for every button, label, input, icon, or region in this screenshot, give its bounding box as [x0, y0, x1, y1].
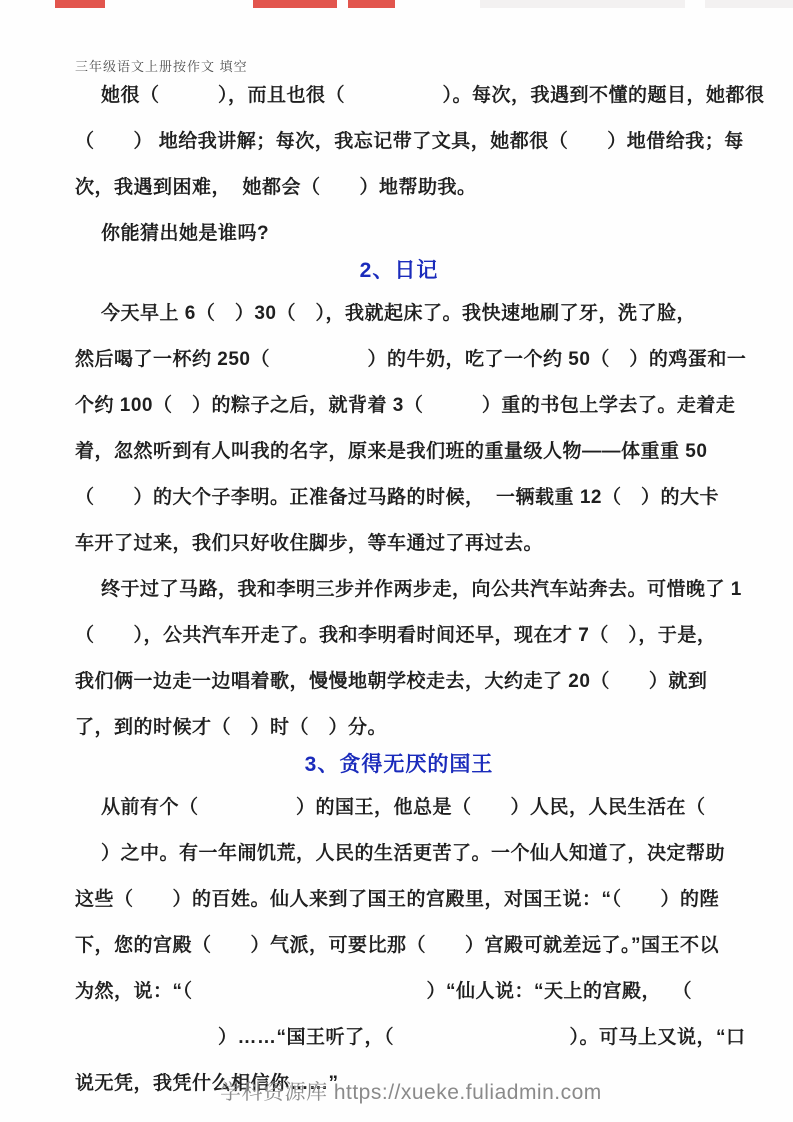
text-line: 今天早上 6（ ）30（ ），我就起床了。我快速地刷了牙，洗了脸， — [101, 302, 696, 324]
section-heading: 3、贪得无厌的国王 — [304, 753, 494, 776]
text-line: 个约 100（ ）的粽子之后，就背着 3（ ）重的书包上学去了。走着走 — [75, 394, 736, 416]
text-line: 终于过了马路，我和李明三步并作两步走，向公共汽车站奔去。可惜晚了 1 — [101, 578, 742, 600]
top-edge-red-mark — [55, 0, 105, 8]
text-line: ）之中。有一年闹饥荒，人民的生活更苦了。一个仙人知道了，决定帮助 — [101, 842, 726, 864]
text-line: ）……“国王听了，（ ）。可马上又说，“口 — [101, 1026, 746, 1048]
text-line: 从前有个（ ）的国王，他总是（ ）人民，人民生活在（ — [101, 796, 706, 818]
top-edge-gray-bar — [480, 0, 685, 8]
text-line: （ ）的大个子李明。正准备过马路的时候， 一辆载重 12（ ）的大卡 — [75, 486, 719, 508]
top-edge-gray-bar — [705, 0, 793, 8]
section-heading: 2、日记 — [359, 259, 439, 282]
text-line: 下，您的宫殿（ ）气派，可要比那（ ）宫殿可就差远了。”国王不以 — [75, 934, 720, 956]
text-line: 车开了过来，我们只好收住脚步，等车通过了再过去。 — [75, 532, 544, 554]
text-line: （ ），公共汽车开走了。我和李明看时间还早，现在才 7（ ），于是， — [75, 624, 717, 646]
text-line: 这些（ ）的百姓。仙人来到了国王的宫殿里，对国王说：“（ ）的陛 — [75, 888, 720, 910]
watermark-text: 学科资源库 https://xueke.fuliadmin.com — [220, 1081, 602, 1104]
text-line: 你能猜出她是谁吗? — [101, 222, 270, 244]
text-line: 说无凭，我凭什么相信你……” — [75, 1072, 339, 1094]
text-line: 我们俩一边走一边唱着歌，慢慢地朝学校走去，大约走了 20（ ）就到 — [75, 670, 708, 692]
text-line: （ ） 地给我讲解；每次，我忘记带了文具，她都很（ ）地借给我；每 — [75, 130, 744, 152]
top-edge-red-mark — [348, 0, 395, 8]
text-line: 次，我遇到困难， 她都会（ ）地帮助我。 — [75, 176, 477, 198]
top-edge-red-mark — [253, 0, 337, 8]
text-line: 为然，说：“（ ）“仙人说：“天上的宫殿， （ — [75, 980, 693, 1002]
text-line: 着，忽然听到有人叫我的名字，原来是我们班的重量级人物——体重重 50 — [75, 440, 708, 462]
document-header-title: 三年级语文上册按作文 填空 — [75, 59, 248, 74]
document-body — [75, 70, 765, 1104]
text-line: 她很（ ），而且也很（ ）。每次，我遇到不懂的题目，她都很 — [101, 84, 765, 106]
text-line: 了，到的时候才（ ）时（ ）分。 — [75, 716, 388, 738]
text-line: 然后喝了一杯约 250（ ）的牛奶，吃了一个约 50（ ）的鸡蛋和一 — [75, 348, 747, 370]
